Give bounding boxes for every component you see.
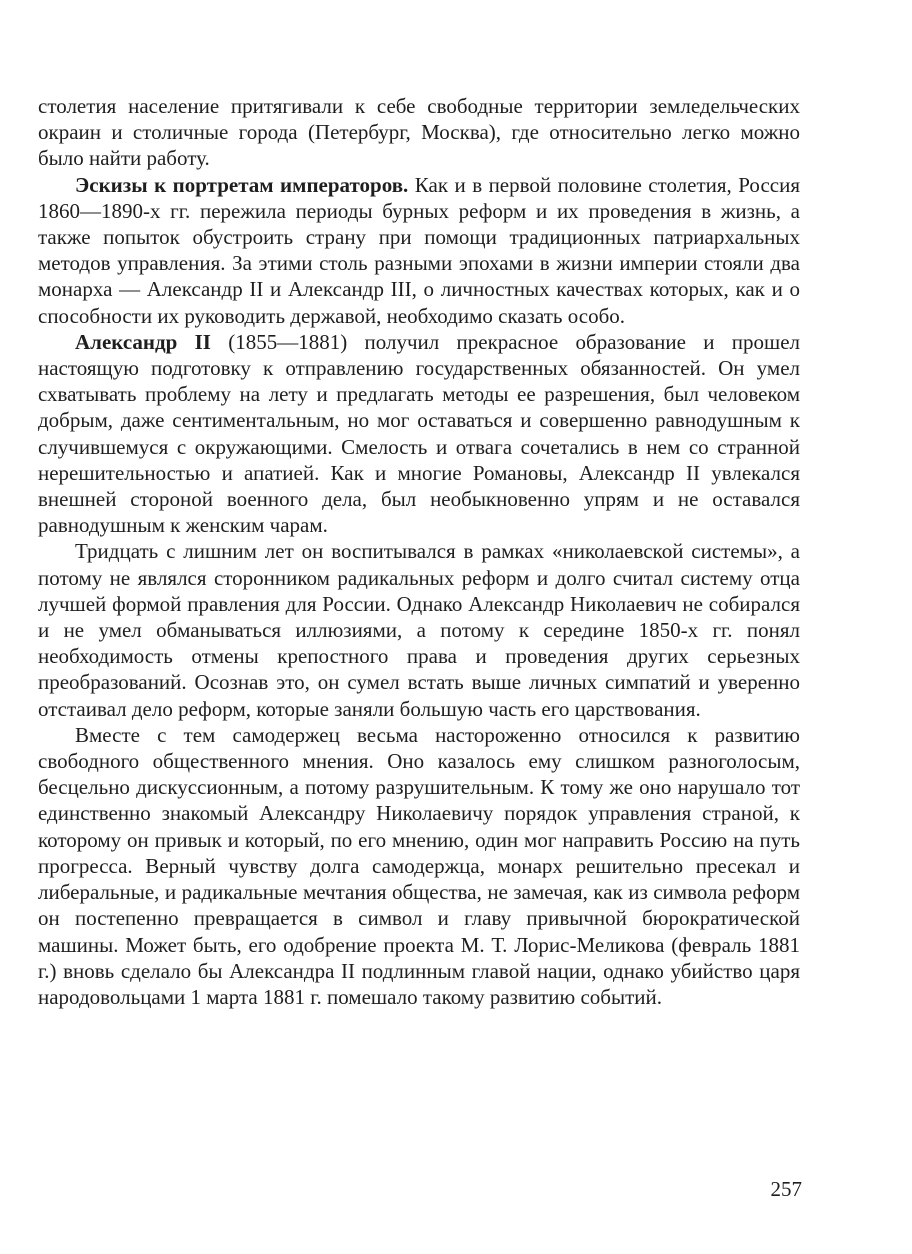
paragraph-text: Тридцать с лишним лет он воспитывался в рамках «николаевской системы», а потому не являлся сторонником радикальных реформ и долго считал систему отца лучшей формой правления для России. Однако Александр Николаевич не собирался и не умел обманываться иллюзиями, а потому к середине 1850-х гг. понял необходимость отмены крепостного права и проведения других серьезных преобразований. Осознав это, он сумел встать выше личных симпатий и уверенно отстаивал дело реформ, которые заняли большую часть его царствования. — [38, 539, 800, 721]
paragraph-lead: Эскизы к портретам императоров. — [75, 172, 409, 197]
paragraph-lead: Александр II — [75, 329, 211, 354]
paragraph-nikolaev-system — [38, 538, 800, 721]
paragraph-text: Как и в первой половине столетия, Россия 1860—1890-х гг. пережила периоды бурных реформ и их проведения в жизнь, а также попыток обустроить страну при помощи традиционных патриархальных методов управления. За этими столь разными эпохами в жизни империи стояли два монарха — Александр II и Александр III, о личностных качествах которых, как и о способности их руководить державой, необходимо сказать особо. — [38, 172, 800, 328]
paragraph-continuation — [38, 93, 800, 172]
paragraph-alexander-ii — [38, 329, 800, 539]
body-text — [38, 93, 800, 1010]
paragraph-text: столетия население притягивали к себе свободные территории земледельческих окраин и столичные города (Петербург, Москва), где относительно легко можно было найти работу. — [38, 94, 800, 171]
paragraph-emperor-sketches — [38, 172, 800, 329]
page-number: 257 — [770, 1177, 802, 1201]
paragraph-public-opinion — [38, 722, 800, 1010]
paragraph-text: (1855—1881) получил прекрасное образование и прошел настоящую подготовку к отправлению государственных обязанностей. Он умел схватывать проблему на лету и предлагать методы ее разрешения, был человеком добрым, даже сентиментальным, но мог оставаться и совершенно равнодушным к случившемуся с окружающими. Смелость и отвага сочетались в нем со странной нерешительностью и апатией. Как и многие Романовы, Александр II увлекался внешней стороной военного дела, был необыкновенно упрям и не оставался равнодушным к женским чарам. — [38, 329, 801, 538]
paragraph-text: Вместе с тем самодержец весьма настороженно относился к развитию свободного общественного мнения. Оно казалось ему слишком разноголосым, бесцельно дискуссионным, а потому разрушительным. К тому же оно нарушало тот единственно знакомый Александру Николаевичу порядок управления страной, к которому он привык и который, по его мнению, один мог направить Россию на путь прогресса. Верный чувству долга самодержца, монарх решительно пресекал и либеральные, и радикальные мечтания общества, не замечая, как из символа реформ он постепенно превращается в символ и главу привычной бюрократической машины. Может быть, его одобрение проекта М. Т. Лорис-Меликова (февраль 1881 г.) вновь сделало бы Александра II подлинным главой нации, однако убийство царя народовольцами 1 марта 1881 г. помешало такому развитию событий. — [38, 722, 800, 1009]
